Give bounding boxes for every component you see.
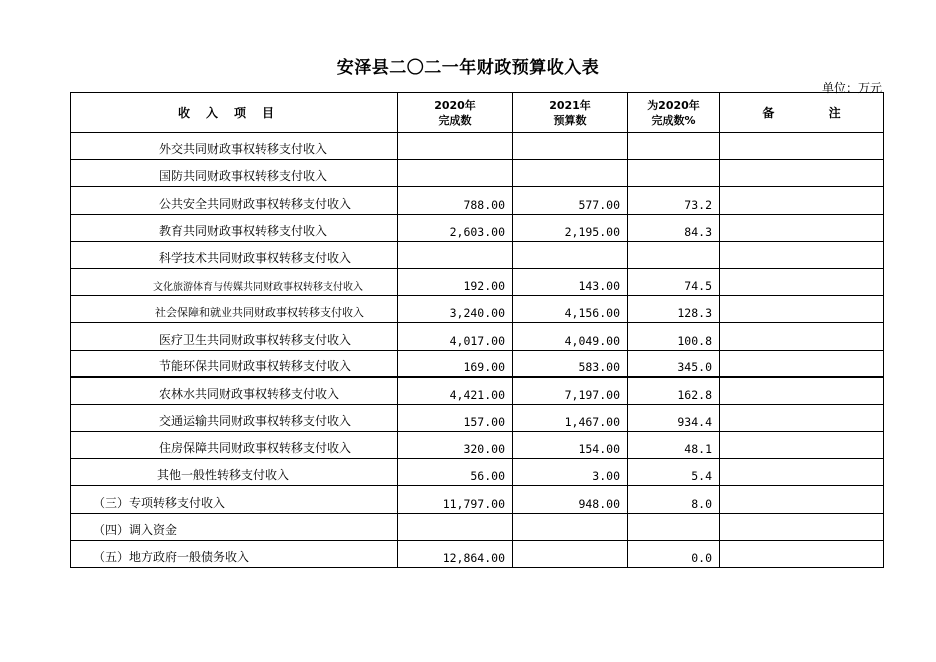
row-note: [720, 296, 884, 323]
table-row: [71, 323, 884, 350]
row-2021: [513, 160, 628, 187]
header-2020-line2: 完成数: [438, 113, 472, 127]
row-name: 交通运输共同财政事权转移支付收入: [71, 404, 398, 431]
row-name: 外交共同财政事权转移支付收入: [71, 133, 398, 160]
row-name: 住房保障共同财政事权转移支付收入: [71, 432, 398, 459]
row-name: 科学技术共同财政事权转移支付收入: [71, 241, 398, 268]
row-2021: 583.00: [513, 350, 628, 377]
header-2021-line2: 预算数: [553, 113, 587, 127]
row-2021: 154.00: [513, 432, 628, 459]
row-2020: 11,797.00: [398, 486, 513, 513]
row-2020: 169.00: [398, 350, 513, 377]
row-2021: [513, 540, 628, 567]
row-note: [720, 513, 884, 540]
row-pct: 934.4: [628, 404, 720, 431]
row-pct: 100.8: [628, 323, 720, 350]
row-name: （五）地方政府一般债务收入: [71, 540, 398, 567]
row-2021: 4,049.00: [513, 323, 628, 350]
row-note: [720, 160, 884, 187]
row-2021: 7,197.00: [513, 377, 628, 404]
table-row: [71, 268, 884, 295]
row-note: [720, 133, 884, 160]
header-2021-line1: 2021年: [549, 98, 591, 112]
table-header-row: [71, 93, 884, 133]
row-pct: [628, 241, 720, 268]
unit-label: 单位：万元: [821, 81, 882, 95]
row-note: [720, 432, 884, 459]
table-row: [71, 187, 884, 214]
table-row: [71, 459, 884, 486]
header-item: 收入项目: [71, 93, 398, 133]
row-note: [720, 323, 884, 350]
row-pct: [628, 160, 720, 187]
row-note: [720, 486, 884, 513]
table-row: [71, 296, 884, 323]
table-row: [71, 350, 884, 377]
table-row: [71, 540, 884, 567]
row-2020: 192.00: [398, 268, 513, 295]
row-note: [720, 268, 884, 295]
row-2020: [398, 133, 513, 160]
header-2021: [513, 93, 628, 133]
row-pct: 128.3: [628, 296, 720, 323]
header-2020-line1: 2020年: [434, 98, 476, 112]
row-2021: 948.00: [513, 486, 628, 513]
row-note: [720, 540, 884, 567]
row-2020: 3,240.00: [398, 296, 513, 323]
row-2020: [398, 160, 513, 187]
row-note: [720, 350, 884, 377]
row-name: 公共安全共同财政事权转移支付收入: [71, 187, 398, 214]
row-note: [720, 404, 884, 431]
row-2020: 320.00: [398, 432, 513, 459]
row-pct: 73.2: [628, 187, 720, 214]
row-2021: 577.00: [513, 187, 628, 214]
table-row: [71, 486, 884, 513]
row-name: 医疗卫生共同财政事权转移支付收入: [71, 323, 398, 350]
row-name: 文化旅游体育与传媒共同财政事权转移支付收入: [71, 268, 398, 295]
row-2020: [398, 241, 513, 268]
row-pct: 5.4: [628, 459, 720, 486]
row-2020: [398, 513, 513, 540]
row-name: 其他一般性转移支付收入: [71, 459, 398, 486]
row-2020: 2,603.00: [398, 214, 513, 241]
row-pct: [628, 133, 720, 160]
table-row: [71, 513, 884, 540]
row-2020: 157.00: [398, 404, 513, 431]
row-2021: [513, 133, 628, 160]
row-name: 社会保障和就业共同财政事权转移支付收入: [71, 296, 398, 323]
row-2021: [513, 513, 628, 540]
row-2020: 56.00: [398, 459, 513, 486]
table-row: [71, 432, 884, 459]
table-row: [71, 160, 884, 187]
header-pct: [628, 93, 720, 133]
row-pct: 8.0: [628, 486, 720, 513]
page-title: 安泽县二〇二一年财政预算收入表: [336, 58, 600, 78]
row-2020: 4,421.00: [398, 377, 513, 404]
row-note: [720, 214, 884, 241]
row-2021: 4,156.00: [513, 296, 628, 323]
row-note: [720, 377, 884, 404]
row-2020: 12,864.00: [398, 540, 513, 567]
row-name: 教育共同财政事权转移支付收入: [71, 214, 398, 241]
table-row: [71, 404, 884, 431]
header-pct-line1: 为2020年: [647, 98, 700, 112]
row-pct: [628, 513, 720, 540]
table-row: [71, 241, 884, 268]
row-note: [720, 241, 884, 268]
row-2021: 2,195.00: [513, 214, 628, 241]
table-row: [71, 377, 884, 404]
header-note: 备 注: [720, 93, 884, 133]
row-name: 节能环保共同财政事权转移支付收入: [71, 350, 398, 377]
row-name: （四）调入资金: [71, 513, 398, 540]
row-2021: 1,467.00: [513, 404, 628, 431]
header-pct-line2: 完成数%: [651, 113, 696, 127]
row-pct: 162.8: [628, 377, 720, 404]
row-name: （三）专项转移支付收入: [71, 486, 398, 513]
row-pct: 48.1: [628, 432, 720, 459]
row-2021: 143.00: [513, 268, 628, 295]
revenue-table: [70, 92, 884, 568]
row-2021: 3.00: [513, 459, 628, 486]
row-note: [720, 187, 884, 214]
row-2021: [513, 241, 628, 268]
row-pct: 74.5: [628, 268, 720, 295]
table-row: [71, 214, 884, 241]
row-pct: 0.0: [628, 540, 720, 567]
header-2020: [398, 93, 513, 133]
row-pct: 345.0: [628, 350, 720, 377]
row-2020: 788.00: [398, 187, 513, 214]
row-2020: 4,017.00: [398, 323, 513, 350]
row-note: [720, 459, 884, 486]
row-name: 农林水共同财政事权转移支付收入: [71, 377, 398, 404]
row-name: 国防共同财政事权转移支付收入: [71, 160, 398, 187]
table-row: [71, 133, 884, 160]
row-pct: 84.3: [628, 214, 720, 241]
